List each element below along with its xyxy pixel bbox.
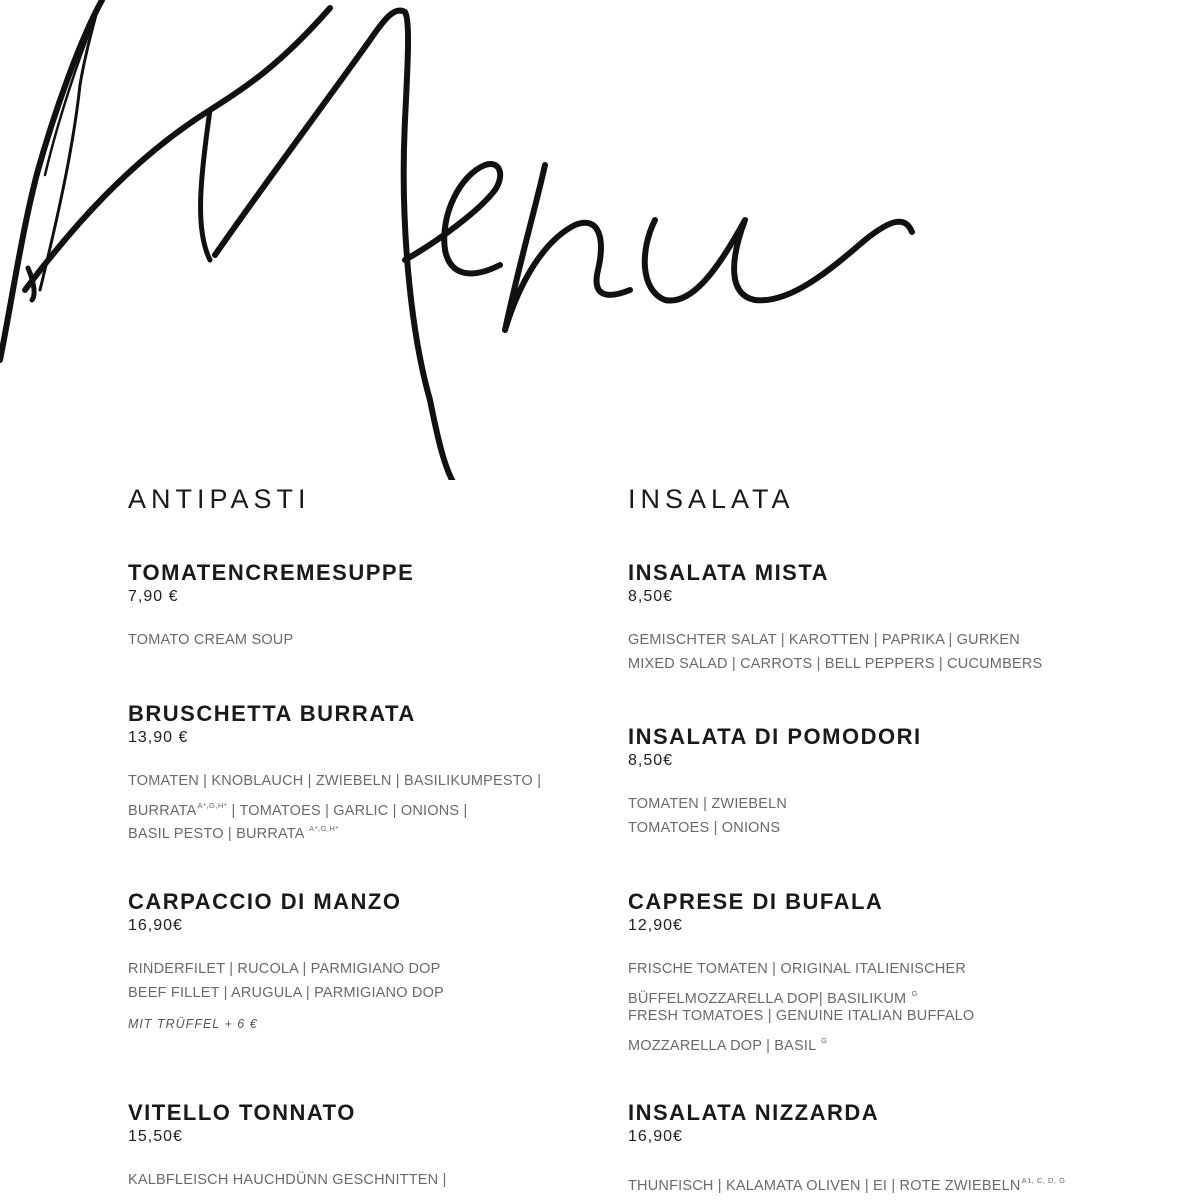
menu-item	[128, 1100, 628, 1193]
description-text: | TOMATOES | GARLIC | ONIONS |	[227, 802, 468, 819]
menu-item	[128, 889, 628, 1031]
description-line: TOMATOES | ONIONS	[628, 819, 781, 836]
item-description	[128, 629, 628, 653]
menu-item	[628, 724, 1128, 840]
allergen-note: A*,G,H*	[309, 824, 339, 833]
item-price: 12,90€	[628, 917, 683, 934]
description-line: RINDERFILET | RUCOLA | PARMIGIANO DOP	[128, 961, 441, 977]
description-line	[628, 1029, 1128, 1053]
item-description	[628, 629, 1128, 676]
section-title-insalata: INSALATA	[628, 484, 795, 514]
description-line	[628, 1169, 1128, 1193]
item-price: 16,90€	[128, 917, 183, 934]
item-name: CARPACCIO DI MANZO	[128, 889, 402, 914]
item-price: 8,50€	[628, 752, 674, 769]
item-description	[628, 793, 1128, 840]
item-name: INSALATA DI POMODORI	[628, 724, 922, 749]
menu-item	[628, 560, 1128, 676]
description-line: BEEF FILLET | ARUGULA | PARMIGIANO DOP	[128, 984, 444, 1001]
item-name: INSALATA MISTA	[628, 560, 830, 585]
item-price: 16,90€	[628, 1128, 683, 1145]
description-text: MOZZARELLA DOP | BASIL	[628, 1037, 821, 1054]
description-line: MIXED SALAD | CARROTS | BELL PEPPERS | CUCUMBERS	[628, 655, 1043, 672]
allergen-note: A1, C, D, G	[1021, 1176, 1066, 1185]
item-description	[628, 1169, 1128, 1193]
description-line: TOMATEN | KNOBLAUCH | ZWIEBELN | BASILIKUMPESTO |	[128, 773, 542, 789]
menu-item	[628, 889, 1128, 1052]
description-text: BÜFFELMOZZARELLA DOP| BASILIKUM	[628, 990, 911, 1007]
item-extra-option: MIT TRÜFFEL + 6 €	[128, 1017, 258, 1031]
allergen-note: G	[821, 1035, 828, 1045]
menu-item	[128, 560, 628, 653]
item-name: VITELLO TONNATO	[128, 1100, 356, 1125]
menu-item	[628, 1100, 1128, 1193]
description-line: KALBFLEISCH HAUCHDÜNN GESCHNITTEN |	[128, 1172, 447, 1188]
description-text: BURRATA	[128, 802, 197, 819]
item-price: 8,50€	[628, 588, 674, 605]
allergen-note: G	[911, 988, 918, 998]
item-description	[128, 958, 628, 1005]
description-line: TOMATEN | ZWIEBELN	[628, 796, 788, 812]
description-line: TOMATO CREAM SOUP	[128, 632, 294, 648]
description-text: BASIL PESTO | BURRATA	[128, 826, 309, 842]
description-line: FRESH TOMATOES | GENUINE ITALIAN BUFFALO	[628, 1008, 975, 1024]
item-name: BRUSCHETTA BURRATA	[128, 701, 416, 726]
description-line: FRISCHE TOMATEN | ORIGINAL ITALIENISCHER	[628, 961, 967, 977]
description-line: GEMISCHTER SALAT | KAROTTEN | PAPRIKA | GURKEN	[628, 632, 1020, 648]
item-description	[128, 770, 628, 841]
description-line	[128, 817, 628, 841]
description-line	[128, 794, 628, 818]
allergen-note: A*,G,H*	[197, 800, 228, 810]
menu-item	[128, 701, 628, 841]
section-title-antipasti: ANTIPASTI	[128, 484, 311, 514]
item-price: 13,90 €	[128, 729, 189, 746]
description-line	[628, 982, 1128, 1006]
item-price: 7,90 €	[128, 588, 179, 605]
item-price: 15,50€	[128, 1128, 183, 1145]
item-description	[128, 1169, 628, 1193]
item-name: INSALATA NIZZARDA	[628, 1100, 880, 1125]
item-description	[628, 958, 1128, 1052]
item-name: TOMATENCREMESUPPE	[128, 560, 415, 585]
item-name: CAPRESE DI BUFALA	[628, 889, 884, 914]
menu-script-logo	[0, 0, 1200, 480]
description-text: THUNFISCH | KALAMATA OLIVEN | EI | ROTE ZWIEBELN	[628, 1178, 1021, 1194]
